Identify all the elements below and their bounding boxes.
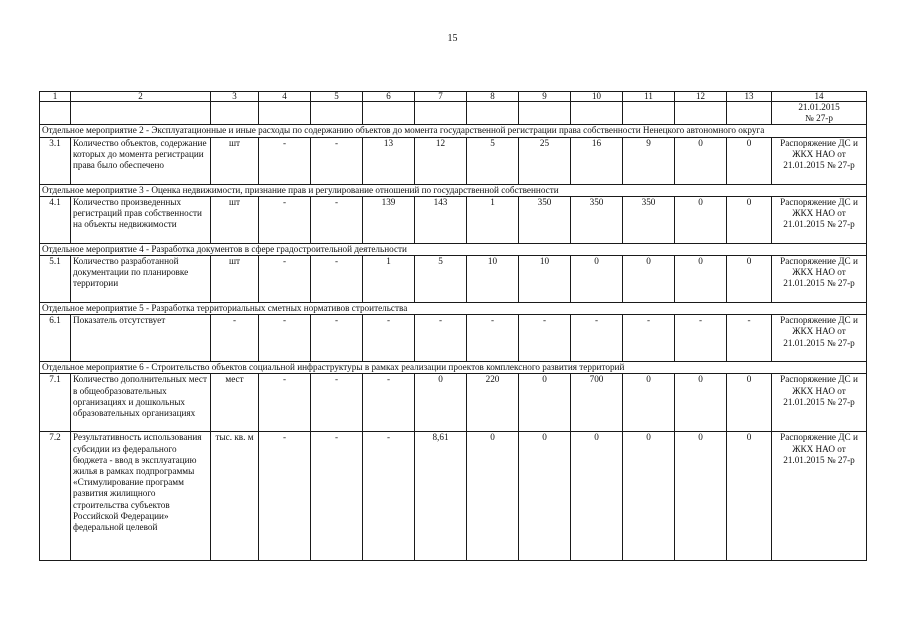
section-title: Отдельное мероприятие 3 - Оценка недвижимости, признание прав и регулирование отношений по государственной собственности [40, 184, 867, 196]
table-cell: - [415, 315, 467, 362]
table-row [40, 315, 867, 362]
table-cell: 0 [467, 432, 519, 561]
table-cell: 0 [727, 432, 772, 561]
table-cell: 5 [415, 256, 467, 303]
source-document: Распоряжение ДС и ЖКХ НАО от 21.01.2015 № 27-р [772, 256, 867, 303]
column-number: 3 [211, 92, 259, 102]
table-row [40, 196, 867, 243]
source-document: Распоряжение ДС и ЖКХ НАО от 21.01.2015 № 27-р [772, 137, 867, 184]
indicator-name: Результативность использования субсидии из федерального бюджета - ввод в эксплуатацию жилья в рамках подпрограммы «Стимулирование программ развития жилищного строительства субъектов Российской Федерации» федеральной целевой [71, 432, 211, 561]
table-cell [259, 102, 311, 125]
table-cell: - [571, 315, 623, 362]
table-cell: - [623, 315, 675, 362]
table-cell: 1 [467, 196, 519, 243]
section-title-row [40, 184, 867, 196]
row-number: 4.1 [40, 196, 71, 243]
indicator-name: Количество объектов, содержание которых до момента регистрации права было обеспечено [71, 137, 211, 184]
table-cell: 0 [623, 432, 675, 561]
row-number: 5.1 [40, 256, 71, 303]
table-cell: тыс. кв. м [211, 432, 259, 561]
indicator-name: Количество произведенных регистраций прав собственности на объекты недвижимости [71, 196, 211, 243]
table-cell: 139 [363, 196, 415, 243]
table-cell: - [311, 374, 363, 432]
row-number: 7.1 [40, 374, 71, 432]
table-cell: - [519, 315, 571, 362]
table-cell: 16 [571, 137, 623, 184]
table-cell: 1 [363, 256, 415, 303]
section-title: Отдельное мероприятие 2 - Эксплуатационные и иные расходы по содержанию объектов до момента государственной регистрации права собственности Ненецкого автономного округа [40, 125, 867, 137]
table-cell [40, 102, 71, 125]
table-cell [519, 102, 571, 125]
indicator-name: Количество дополнительных мест в общеобразовательных организациях и дошкольных образовательных организациях [71, 374, 211, 432]
table-cell: - [259, 137, 311, 184]
table-cell: - [311, 137, 363, 184]
table-cell: - [259, 374, 311, 432]
table-cell [71, 102, 211, 125]
section-title-row [40, 243, 867, 255]
row-number: 3.1 [40, 137, 71, 184]
table-cell: - [311, 432, 363, 561]
section-title-row [40, 125, 867, 137]
table-cell: 0 [519, 432, 571, 561]
source-document: Распоряжение ДС и ЖКХ НАО от 21.01.2015 № 27-р [772, 432, 867, 561]
indicator-name: Количество разработанной документации по планировке территории [71, 256, 211, 303]
column-number: 9 [519, 92, 571, 102]
section-title: Отдельное мероприятие 4 - Разработка документов в сфере градостроительной деятельности [40, 243, 867, 255]
section-title-row [40, 362, 867, 374]
table-cell: 5 [467, 137, 519, 184]
table-row [40, 137, 867, 184]
source-document: Распоряжение ДС и ЖКХ НАО от 21.01.2015 № 27-р [772, 196, 867, 243]
table-cell: 0 [571, 432, 623, 561]
table-cell: 0 [675, 256, 727, 303]
column-number-row [40, 92, 867, 102]
table-cell [211, 102, 259, 125]
column-number: 1 [40, 92, 71, 102]
section-title-row [40, 303, 867, 315]
table-cell: мест [211, 374, 259, 432]
table-cell: 220 [467, 374, 519, 432]
table-cell: 143 [415, 196, 467, 243]
table-cell: 10 [519, 256, 571, 303]
table-cell: - [363, 374, 415, 432]
table-cell: шт [211, 137, 259, 184]
table-cell: - [311, 256, 363, 303]
source-document: Распоряжение ДС и ЖКХ НАО от 21.01.2015 № 27-р [772, 315, 867, 362]
column-number: 8 [467, 92, 519, 102]
table-cell: 0 [623, 374, 675, 432]
column-number: 14 [772, 92, 867, 102]
table-cell: 350 [571, 196, 623, 243]
table-cell: 0 [727, 137, 772, 184]
table-row [40, 432, 867, 561]
table-cell: 12 [415, 137, 467, 184]
page-number: 15 [447, 33, 458, 44]
column-number: 12 [675, 92, 727, 102]
table-cell: 700 [571, 374, 623, 432]
column-number: 11 [623, 92, 675, 102]
table-cell: 0 [519, 374, 571, 432]
table-cell: 0 [727, 256, 772, 303]
section-title: Отдельное мероприятие 5 - Разработка территориальных сметных нормативов строительства [40, 303, 867, 315]
indicator-name: Показатель отсутствует [71, 315, 211, 362]
table-cell: - [363, 315, 415, 362]
table-cell: - [311, 315, 363, 362]
table-cell: 0 [675, 432, 727, 561]
table-cell: 13 [363, 137, 415, 184]
column-number: 10 [571, 92, 623, 102]
table-cell: - [311, 196, 363, 243]
table-cell: 0 [675, 374, 727, 432]
table-cell: - [259, 196, 311, 243]
table-cell [415, 102, 467, 125]
table-cell: 0 [623, 256, 675, 303]
table-row [40, 374, 867, 432]
row-number: 6.1 [40, 315, 71, 362]
table-cell [727, 102, 772, 125]
table-cell: - [259, 432, 311, 561]
table-cell: 0 [571, 256, 623, 303]
table-cell: 350 [519, 196, 571, 243]
table-cell: 10 [467, 256, 519, 303]
table-cell: шт [211, 256, 259, 303]
table-cell: 9 [623, 137, 675, 184]
table-cell: 0 [727, 196, 772, 243]
source-document: Распоряжение ДС и ЖКХ НАО от 21.01.2015 № 27-р [772, 374, 867, 432]
table-cell: - [363, 432, 415, 561]
table-cell [571, 102, 623, 125]
table-cell: 25 [519, 137, 571, 184]
table-cell: 0 [415, 374, 467, 432]
table-cell: 0 [675, 196, 727, 243]
column-number: 2 [71, 92, 211, 102]
table-cell: - [727, 315, 772, 362]
column-number: 6 [363, 92, 415, 102]
table-cell: - [259, 315, 311, 362]
table-cell: 350 [623, 196, 675, 243]
table-cell: шт [211, 196, 259, 243]
column-number: 7 [415, 92, 467, 102]
continuation-row [40, 102, 867, 125]
table-cell [311, 102, 363, 125]
table-cell: - [259, 256, 311, 303]
table-cell: 21.01.2015 № 27-р [772, 102, 867, 125]
table-cell: - [467, 315, 519, 362]
indicators-table [39, 91, 867, 561]
table-body [40, 92, 867, 561]
row-number: 7.2 [40, 432, 71, 561]
table-cell [675, 102, 727, 125]
table-cell: 8,61 [415, 432, 467, 561]
table-cell [467, 102, 519, 125]
table-cell: 0 [727, 374, 772, 432]
column-number: 4 [259, 92, 311, 102]
table-cell: - [211, 315, 259, 362]
column-number: 13 [727, 92, 772, 102]
table-row [40, 256, 867, 303]
table-cell [363, 102, 415, 125]
table-cell: - [675, 315, 727, 362]
section-title: Отдельное мероприятие 6 - Строительство объектов социальной инфраструктуры в рамках реализации проектов комплексного развития территорий [40, 362, 867, 374]
table-cell: 0 [675, 137, 727, 184]
column-number: 5 [311, 92, 363, 102]
table-cell [623, 102, 675, 125]
